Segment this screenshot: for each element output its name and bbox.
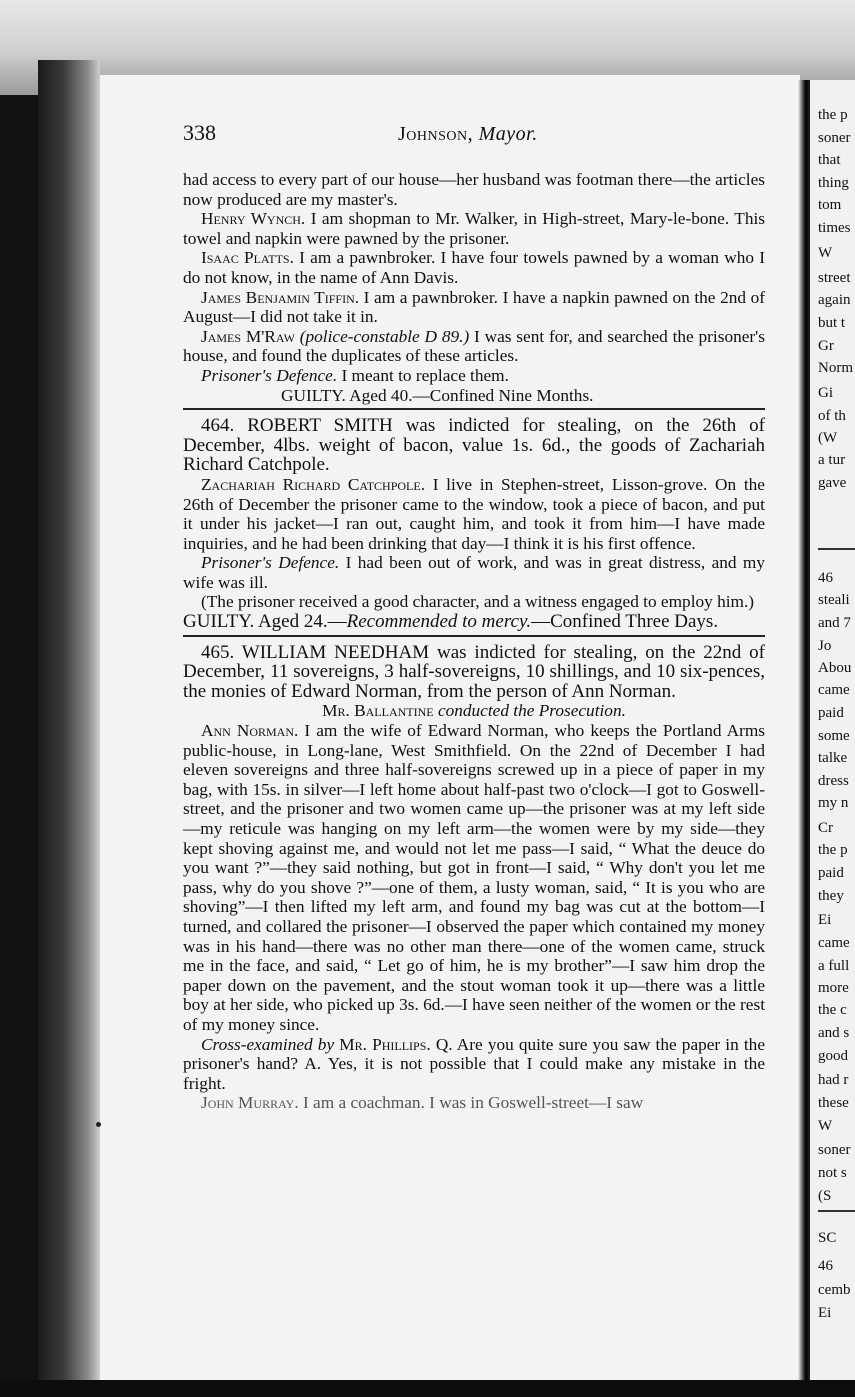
right-page-line-fragment: soner [818, 1142, 851, 1158]
right-page-line-fragment: they [818, 888, 844, 904]
case-divider [183, 635, 765, 637]
right-page-line-fragment: good [818, 1048, 848, 1064]
right-page-line-fragment: talke [818, 750, 848, 766]
right-page-line-fragment: that [818, 152, 841, 168]
page-body [183, 170, 765, 1113]
right-page-rule [818, 548, 855, 550]
verdict: GUILTY. Aged 40.—Confined Nine Months. [281, 385, 594, 405]
right-page-line-fragment: Ei [818, 912, 832, 928]
counsel-line: Mr. Ballantine conducted the Prosecution. [322, 701, 626, 721]
running-head: Johnson, Mayor. [398, 123, 538, 145]
scan-bottom-border [0, 1380, 855, 1397]
prisoner-defence: Prisoner's Defence. I meant to replace them. [201, 365, 509, 385]
right-page-line-fragment: a full [818, 958, 850, 974]
right-page-line-fragment: paid [818, 865, 844, 881]
right-page-line-fragment: Gi [818, 385, 833, 401]
right-page-line-fragment: (W [818, 430, 838, 446]
right-page-line-fragment: SC [818, 1230, 837, 1246]
right-page-line-fragment: 46 [818, 1258, 833, 1274]
right-page-line-fragment: a tur [818, 452, 846, 468]
right-page-line-fragment: (S [818, 1188, 832, 1204]
cross-examination: Cross-examined by Mr. Phillips. Q. Are you quite sure you saw the paper in the prisoner's hand? A. Yes, it is not possible that I could make any mistake in the fright. [183, 1034, 765, 1093]
testimony-ann-norman: Ann Norman. I am the wife of Edward Norman, who keeps the Portland Arms public-house, in Long-lane, West Smithfield. On the 22nd of December I had eleven sovereigns and three half-sovereigns screwed up in a piece of paper in my bag, with 15s. in silver—I left home about half-past two o'clock—I got to Goswell-street, and the prisoner and two women came up—the prisoner was at my left side—my reticule was hanging on my left arm—the women were by my side—they kept shoving against me, and would not let me pass—I said, “ What the deuce do you want ?”—they said nothing, but got in front—I said, “ Why don't you let me pass, why do you shove ?”—one of them, a lusty woman, said, “ It is you who are shoving”—I then lifted my left arm, and found my bag was cut at the bottom—I turned, and collared the prisoner—I observed the paper which contained my money was in his hand—there was no other man there—one of the women came, struck me in the face, and said, “ Let go of him, he is my brother”—I saw him drop the paper down on the pavement, and the stout woman took it up—there was a little boy at her side, who picked up 3s. 6d.—I have seen neither of the women or the rest of my money since. [183, 721, 765, 1034]
right-page-rule [818, 1210, 855, 1212]
testimony-tiffin: James Benjamin Tiffin. I am a pawnbroker. I have a napkin pawned on the 2nd of August—I did not take it in. [183, 287, 766, 327]
testimony-catchpole: Zachariah Richard Catchpole. I live in Stephen-street, Lisson-grove. On the 26th of December the prisoner came to the window, took a piece of bacon, and put it under his jacket—I ran out, caught him, and took it from him—I have made inquiries, and he had been drinking that day—I think it is his first offence. [183, 474, 765, 553]
ink-dot-mark [96, 1122, 101, 1127]
right-page-line-fragment: soner [818, 130, 851, 146]
page-number: 338 [183, 120, 216, 145]
right-page-line-fragment: but t [818, 315, 846, 331]
right-page-line-fragment: tom [818, 197, 842, 213]
testimony-murray: John Murray. I am a coachman. I was in Goswell-street—I saw [201, 1093, 644, 1113]
case-465-heading: 465. WILLIAM NEEDHAM was indicted for stealing, on the 22nd of December, 11 sovereigns, 3 half-sovereigns, 10 shillings, and 10 six-pences, the monies of Edward Norman, from the person of Ann Norman. [183, 641, 765, 702]
right-page-line-fragment: the p [818, 107, 848, 123]
right-page-line-fragment: cemb [818, 1282, 851, 1298]
right-page-line-fragment: Abou [818, 660, 852, 676]
paragraph: had access to every part of our house—her husband was footman there—the articles now produced are my master's. [183, 170, 765, 209]
page-right-fragment [810, 80, 855, 1380]
case-464-heading: 464. ROBERT SMITH was indicted for stealing, on the 26th of December, 4lbs. weight of bacon, value 1s. 6d., the goods of Zachariah Richard Catchpole. [183, 415, 765, 476]
right-page-line-fragment: not s [818, 1165, 847, 1181]
right-page-line-fragment: my n [818, 795, 849, 811]
right-page-line-fragment: again [818, 292, 851, 308]
right-page-line-fragment: dress [818, 773, 849, 789]
right-page-line-fragment: Cr [818, 820, 833, 836]
right-page-line-fragment: had r [818, 1072, 849, 1088]
testimony-mraw: James M'Raw (police-constable D 89.) I was sent for, and searched the prisoner's house, and found the duplicates of these articles. [183, 326, 765, 366]
prisoner-defence: Prisoner's Defence. I had been out of work, and was in great distress, and my wife was ill. [183, 553, 766, 592]
right-page-line-fragment: times [818, 220, 851, 236]
right-page-line-fragment: gave [818, 475, 847, 491]
testimony-platts: Isaac Platts. I am a pawnbroker. I have four towels pawned by a woman who I do not know, in the name of Ann Davis. [183, 248, 765, 287]
right-page-line-fragment: Ei [818, 1305, 832, 1321]
right-page-line-fragment: street [818, 270, 851, 286]
right-page-line-fragment: W [818, 1118, 833, 1134]
right-page-line-fragment: some [818, 728, 850, 744]
right-page-line-fragment: more [818, 980, 849, 996]
right-page-line-fragment: Jo [818, 638, 832, 654]
testimony-wynch: Henry Wynch. I am shopman to Mr. Walker, in High-street, Mary-le-bone. This towel and napkin were pawned by the prisoner. [183, 209, 766, 248]
right-page-line-fragment: Gr [818, 338, 834, 354]
right-page-line-fragment: Norm [818, 360, 853, 376]
right-page-line-fragment: the p [818, 842, 848, 858]
right-page-line-fragment: came [818, 682, 850, 698]
right-page-line-fragment: the c [818, 1002, 847, 1018]
right-page-line-fragment: thing [818, 175, 849, 191]
verdict: GUILTY. Aged 24.—Recommended to mercy.—Confined Three Days. [183, 611, 719, 633]
right-page-line-fragment: these [818, 1095, 849, 1111]
right-page-line-fragment: and s [818, 1025, 850, 1041]
case-divider [183, 408, 765, 410]
running-header [183, 120, 783, 150]
right-page-line-fragment: paid [818, 705, 844, 721]
right-page-line-fragment: W [818, 245, 833, 261]
right-page-line-fragment: of th [818, 408, 846, 424]
character-note: (The prisoner received a good character, and a witness engaged to employ him.) [201, 592, 755, 612]
right-page-line-fragment: came [818, 935, 850, 951]
right-page-line-fragment: steali [818, 592, 850, 608]
right-page-line-fragment: 46 [818, 570, 833, 586]
book-left-edge [38, 60, 100, 1380]
right-page-line-fragment: and 7 [818, 615, 851, 631]
